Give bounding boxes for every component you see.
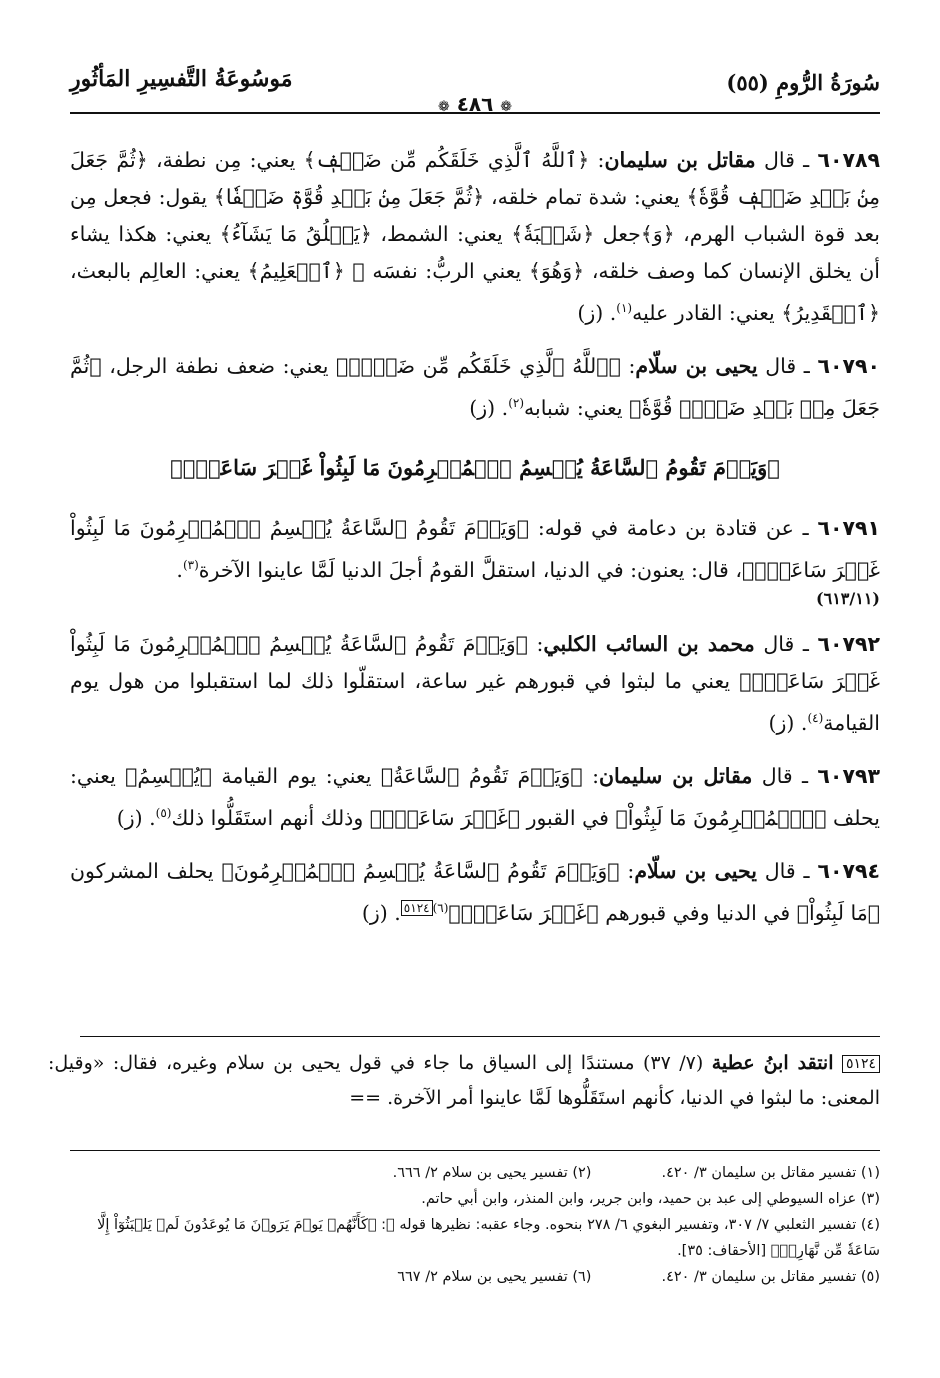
narration-text: ﴿وَيَوۡمَ تَقُومُ ٱلسَّاعَةُ يُقۡسِمُ ٱلۡمُجۡرِمُونَ مَا لَبِثُواْ غَيۡرَ سَاعَةٖۚ﴾، قال: يعنون: في الدنيا، استقلَّ القومُ أجلَ الدنيا لَمَّا عاينوا الآخرة xyxy=(70,515,880,582)
footnote-item: (٦) تفسير يحيى بن سلام ٢/ ٦٦٧ xyxy=(397,1269,592,1285)
ornament-icon: ❁ xyxy=(437,99,450,115)
note-divider xyxy=(80,1036,880,1037)
narration-end: . xyxy=(176,557,183,582)
note-lead: انتقد ابنُ عطية xyxy=(711,1052,834,1074)
note-text: (٧/ ٣٧) مستندًا إلى السياق ما جاء في قول يحيى بن سلام وغيره، فقال: «وقيل: المعنى: ما لبثوا في الدنيا، كأنهم استَقَلُّوها لَمَّا عاينوا أمر الآخرة. == xyxy=(48,1052,880,1109)
footnote-item: (٤) تفسير الثعلبي ٧/ ٣٠٧، وتفسير البغوي ٦/ ٢٧٨ بنحوه. وجاء عقبه: نظيرها قوله ﷻ: ﴿كَأَنَّهُمۡ يَوۡمَ يَرَوۡنَ مَا يُوعَدُونَ لَمۡ يَلۡبَثُوٓاْ إِلَّا سَاعَةٗ مِّن نَّهَارِۭۚ﴾ [الأحقاف: ٣٥]. xyxy=(97,1217,880,1259)
narration-number: ٦٠٧٨٩ xyxy=(817,148,880,172)
narration-text: : ﴿ٱللَّهُ ٱلَّذِي خَلَقَكُم مِّن ضَعۡفٖ﴾ يعني: مِن نطفة، ﴿ثُمَّ جَعَلَ مِنۢ بَعۡدِ ضَعۡفٖ قُوَّةٗ﴾ يعني: شدة تمام خلقه، ﴿ثُمَّ جَعَلَ مِنۢ بَعۡدِ قُوَّةٖ ضَعۡفٗا﴾ يقول: فجعل مِن بعد قوة الشباب الهرم، ﴿وَ﴾جعل ﴿شَيۡبَةٗ﴾ يعني: الشمط، ﴿يَخۡلُقُ مَا يَشَآءُ﴾ يعني: هكذا يشاء أن يخلق الإنسان كما وصف خلقه، ﴿وَهُوَ﴾ يعني الربُّ: نفسَه ﷻ ﴿ٱلۡعَلِيمُ﴾ يعني: العالِم بالبعث، ﴿ٱلۡقَدِيرُ﴾ يعني: القادر عليه xyxy=(70,148,880,325)
footnote-ref: (٢) xyxy=(508,395,525,410)
narration-text: : ﴿وَيَوۡمَ تَقُومُ ٱلسَّاعَةُ يُقۡسِمُ ٱلۡمُجۡرِمُونَ مَا لَبِثُواْ غَيۡرَ سَاعَةٖۚ﴾ يعني ما لبثوا في قبورهم غير ساعة، استقلّوا ذلك لما استقبلوا من هول يوم القيامة xyxy=(70,632,880,736)
narration-prefix: ـ قال xyxy=(764,859,810,884)
narration-paragraph xyxy=(70,626,880,742)
footnote-item: (١) تفسير مقاتل بن سليمان ٣/ ٤٢٠. xyxy=(661,1165,880,1181)
narration-prefix: ـ قال xyxy=(763,632,809,657)
footnote-row xyxy=(70,1264,880,1290)
surah-title: سُورَةُ الرُّومِ (٥٥) xyxy=(726,70,880,95)
narration-paragraph xyxy=(70,510,880,611)
narration-number: ٦٠٧٩١ xyxy=(817,515,880,540)
footnote-ref: (٥) xyxy=(155,806,172,821)
commentary-note xyxy=(48,1046,880,1116)
narration-prefix: ـ قال xyxy=(763,148,810,172)
narrator-name: مقاتل بن سليمان xyxy=(599,764,753,789)
narration-end: . (ز) xyxy=(577,300,617,325)
narration-text: : ﴿وَيَوۡمَ تَقُومُ ٱلسَّاعَةُ﴾ يعني: يوم القيامة ﴿يُقۡسِمُ﴾ يعني: يحلف ﴿ٱلۡمُجۡرِمُونَ مَا لَبِثُواْ﴾ في القبور ﴿غَيۡرَ سَاعَةٖۚ﴾ وذلك أنهم استَقَلُّوا ذلك xyxy=(70,764,880,831)
narration-number: ٦٠٧٩٠ xyxy=(817,353,880,378)
narration-end: . (ز) xyxy=(469,395,509,420)
page-header xyxy=(70,62,880,116)
narrator-name: محمد بن السائب الكلبي xyxy=(543,632,755,657)
footnote-ref: (٣) xyxy=(182,557,199,572)
narration-number: ٦٠٧٩٢ xyxy=(817,632,880,657)
narration-paragraph xyxy=(70,142,880,332)
narration-text: : ﴿ٱللَّهُ ٱلَّذِي خَلَقَكُم مِّن ضَعۡفٖ﴾ يعني: ضعف نطفة الرجل، ﴿ثُمَّ جَعَلَ مِنۢ بَعۡدِ ضَعۡفٖ قُوَّةٗ﴾ يعني: شبابه xyxy=(70,353,880,420)
footnote-item: (٣) عزاه السيوطي إلى عبد بن حميد، وابن جرير، وابن المنذر، وابن أبي حاتم. xyxy=(421,1191,880,1207)
narrator-name: يحيى بن سلّام xyxy=(635,353,758,378)
page-number: ٤٨٦ xyxy=(456,92,494,116)
narration-paragraph xyxy=(70,348,880,427)
note-box-number: ٥١٢٤ xyxy=(842,1055,880,1073)
footnote-ref: (١) xyxy=(616,301,633,315)
narration-end: . (ز) xyxy=(768,711,808,736)
narrator-name: مقاتل بن سليمان xyxy=(604,148,756,172)
narration-prefix: ـ عن قتادة بن دعامة في قوله: xyxy=(537,515,809,540)
narration-end: . (ز) xyxy=(361,900,401,925)
footnote-row xyxy=(70,1160,880,1186)
narration-paragraph xyxy=(70,758,880,837)
narration-text: : ﴿وَيَوۡمَ تَقُومُ ٱلسَّاعَةُ يُقۡسِمُ ٱلۡمُجۡرِمُونَ﴾ يحلف المشركون ﴿مَا لَبِثُواْ﴾ في الدنيا وفي قبورهم ﴿غَيۡرَ سَاعَةٖۚ﴾ xyxy=(70,859,880,925)
footnote-item: (٢) تفسير يحيى بن سلام ٢/ ٦٦٦. xyxy=(392,1165,592,1181)
source-reference: (٦١٣/١١) xyxy=(816,589,880,609)
main-content xyxy=(70,142,880,948)
narration-number: ٦٠٧٩٤ xyxy=(817,859,880,884)
verse-heading: ﴿وَيَوۡمَ تَقُومُ ٱلسَّاعَةُ يُقۡسِمُ ٱلۡمُجۡرِمُونَ مَا لَبِثُواْ غَيۡرَ سَاعَةٖۚ﴾ xyxy=(170,454,780,480)
note-box-ref: ٥١٢٤ xyxy=(401,900,433,916)
footnote-ref: (٤) xyxy=(807,711,824,726)
header-divider xyxy=(70,112,880,114)
narrator-name: يحيى بن سلّام xyxy=(634,859,757,884)
footnotes-divider xyxy=(70,1150,880,1151)
narration-prefix: ـ قال xyxy=(765,353,810,378)
book-title: مَوسُوعَةُ التَّفسِيرِ المَأثُورِ xyxy=(70,66,293,92)
footnotes xyxy=(70,1160,880,1290)
narration-end: . (ز) xyxy=(116,806,156,831)
ornament-icon: ❁ xyxy=(500,99,513,115)
footnote-item: (٥) تفسير مقاتل بن سليمان ٣/ ٤٢٠. xyxy=(661,1269,880,1285)
narration-prefix: ـ قال xyxy=(761,764,809,789)
narration-number: ٦٠٧٩٣ xyxy=(817,764,880,789)
narration-paragraph xyxy=(70,853,880,932)
footnote-ref: (٦) xyxy=(432,901,449,916)
